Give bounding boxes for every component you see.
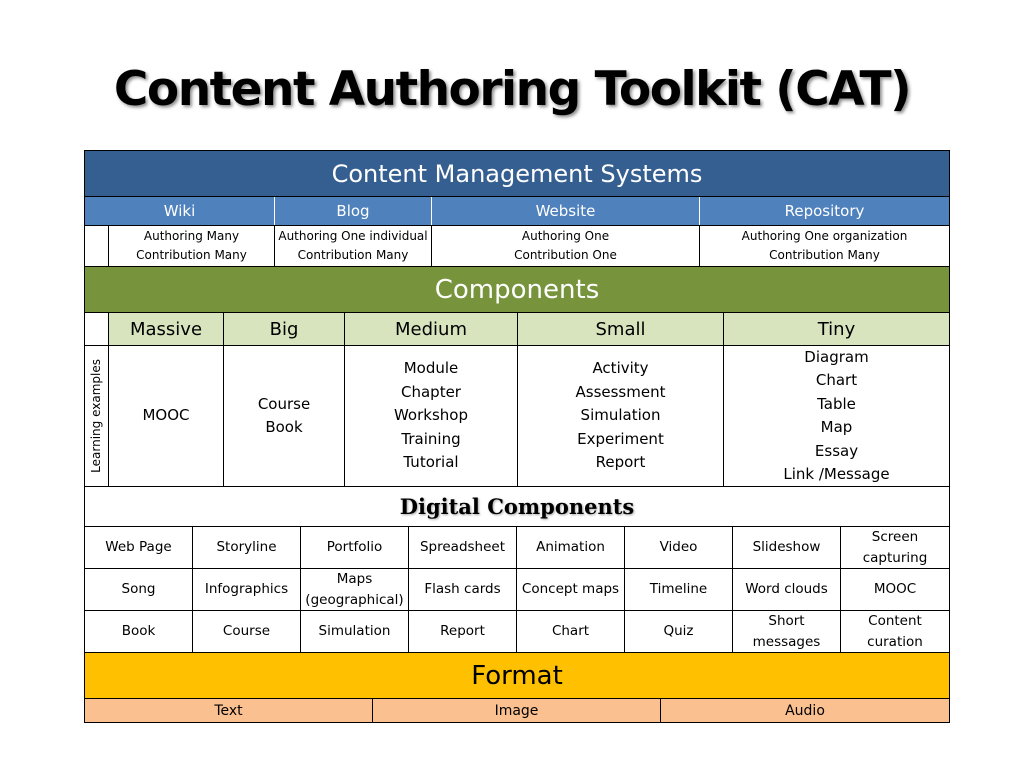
cms-descriptions-row	[84, 225, 950, 266]
example-item: Tutorial	[403, 453, 459, 472]
components-col-tiny: Tiny	[724, 313, 949, 345]
cms-desc-blog	[275, 226, 432, 266]
dc-cell-text: Flash cards	[424, 581, 501, 598]
example-item: Map	[820, 418, 853, 436]
components-examples-row	[84, 345, 950, 486]
dc-cell-text: Simulation	[318, 623, 391, 640]
cms-col-repository: Repository	[784, 202, 865, 220]
example-item: Module	[403, 359, 459, 378]
dc-cell-text: Storyline	[216, 539, 277, 556]
example-item: Experiment	[577, 429, 664, 448]
components-col-medium: Medium	[345, 313, 518, 345]
cms-desc-website-line1: Authoring One	[521, 229, 610, 243]
components-col-blank	[85, 313, 109, 345]
dc-cell	[625, 569, 733, 610]
format-col-image: Image	[373, 699, 661, 722]
example-item: Course	[257, 394, 311, 413]
example-item: Simulation	[580, 406, 661, 425]
dc-cell	[625, 527, 733, 568]
dc-cell-text: Course	[222, 623, 271, 640]
dc-cell	[625, 611, 733, 652]
cms-desc-repository-line1: Authoring One organization	[741, 229, 908, 243]
cms-col-website: Website	[432, 197, 700, 225]
dc-cell-text: Web Page	[105, 539, 172, 556]
examples-small	[518, 346, 724, 486]
dc-cell	[85, 527, 193, 568]
dc-cell	[85, 611, 193, 652]
examples-tiny	[724, 346, 949, 486]
examples-massive	[109, 346, 224, 486]
digital-components-heading: Digital Components	[84, 486, 950, 526]
dc-cell-text: Timeline	[649, 581, 708, 598]
examples-big	[224, 346, 345, 486]
dc-cell	[841, 569, 949, 610]
dc-cell	[193, 611, 301, 652]
cms-desc-repository-line2: Contribution Many	[769, 248, 880, 262]
example-item: Book	[265, 418, 303, 436]
example-item: Chart	[815, 371, 858, 389]
dc-cell-text: Video	[659, 539, 698, 556]
dc-cell-text: Screen	[871, 529, 919, 545]
format-col-audio: Audio	[785, 702, 825, 719]
cms-heading: Content Management Systems	[84, 150, 950, 197]
learning-examples-label-cell	[85, 346, 109, 486]
dc-cell	[517, 611, 625, 652]
dc-cell-text: Content	[868, 613, 922, 629]
components-col-big: Big	[224, 313, 345, 345]
dc-cell	[841, 527, 949, 568]
digital-components-row-3	[84, 610, 950, 652]
cms-desc-repository	[700, 226, 949, 266]
dc-cell-text: Book	[121, 623, 156, 640]
example-item: Activity	[592, 359, 649, 378]
cms-desc-wiki-line2: Contribution Many	[136, 248, 247, 262]
dc-cell-text: Word clouds	[745, 581, 828, 598]
cms-columns-row	[84, 197, 950, 225]
dc-cell	[409, 569, 517, 610]
format-col-text: Text	[85, 699, 373, 722]
examples-medium	[345, 346, 518, 486]
dc-cell-text: curation	[867, 633, 923, 650]
cms-desc-wiki	[109, 226, 275, 266]
example-item: Assessment	[575, 382, 666, 401]
dc-cell	[193, 569, 301, 610]
slide-title: Content Authoring Toolkit (CAT)	[113, 62, 911, 117]
format-columns-row	[84, 699, 950, 723]
format-heading: Format	[84, 652, 950, 699]
dc-cell-text: Report	[440, 623, 485, 640]
dc-cell	[85, 569, 193, 610]
dc-cell-text: Song	[121, 581, 156, 598]
cms-desc-blog-line1: Authoring One individual	[278, 229, 428, 243]
example-item: Table	[817, 394, 856, 413]
cms-desc-website	[432, 226, 700, 266]
example-item: Diagram	[804, 347, 869, 366]
cms-desc-blog-line2: Contribution Many	[297, 248, 409, 262]
dc-cell	[733, 569, 841, 610]
example-item: Essay	[814, 441, 859, 460]
cms-desc-blank	[85, 226, 109, 266]
dc-cell-text: Short messages	[752, 613, 821, 650]
digital-components-row-1	[84, 526, 950, 568]
dc-cell	[733, 611, 841, 652]
dc-cell	[733, 527, 841, 568]
dc-cell-text: capturing	[862, 549, 928, 566]
dc-cell	[409, 611, 517, 652]
example-item: Chapter	[401, 382, 461, 401]
dc-cell	[517, 527, 625, 568]
cms-col-blog: Blog	[275, 197, 432, 225]
dc-cell-text: Animation	[536, 539, 605, 556]
dc-cell-text: Infographics	[204, 581, 289, 598]
dc-cell	[193, 527, 301, 568]
dc-cell-text: Concept maps	[521, 581, 620, 598]
digital-components-row-2	[84, 568, 950, 610]
example-item: Link /Message	[783, 465, 890, 483]
example-item: Workshop	[393, 406, 468, 425]
dc-cell	[517, 569, 625, 610]
components-col-massive: Massive	[109, 313, 224, 345]
dc-cell-text: Maps	[336, 571, 373, 587]
dc-cell	[301, 527, 409, 568]
learning-examples-label: Learning examples	[88, 359, 103, 473]
components-col-small: Small	[518, 313, 724, 345]
dc-cell	[409, 527, 517, 568]
dc-cell	[841, 611, 949, 652]
dc-cell-text: Chart	[551, 623, 590, 640]
dc-cell-text: MOOC	[873, 581, 917, 598]
dc-cell	[301, 569, 409, 610]
example-item: Training	[401, 429, 461, 448]
example-item: Report	[595, 453, 646, 472]
dc-cell-text: (geographical)	[305, 591, 404, 608]
cms-col-wiki: Wiki	[85, 197, 275, 225]
dc-cell-text: Slideshow	[752, 539, 821, 556]
components-heading: Components	[84, 266, 950, 313]
dc-cell	[301, 611, 409, 652]
dc-cell-text: Quiz	[663, 623, 694, 640]
components-columns-row	[84, 313, 950, 345]
dc-cell-text: Portfolio	[326, 539, 383, 556]
cms-desc-wiki-line1: Authoring Many	[143, 229, 240, 243]
cms-desc-website-line2: Contribution One	[514, 248, 617, 262]
dc-cell-text: Spreadsheet	[419, 539, 506, 556]
example-item: MOOC	[142, 406, 190, 425]
